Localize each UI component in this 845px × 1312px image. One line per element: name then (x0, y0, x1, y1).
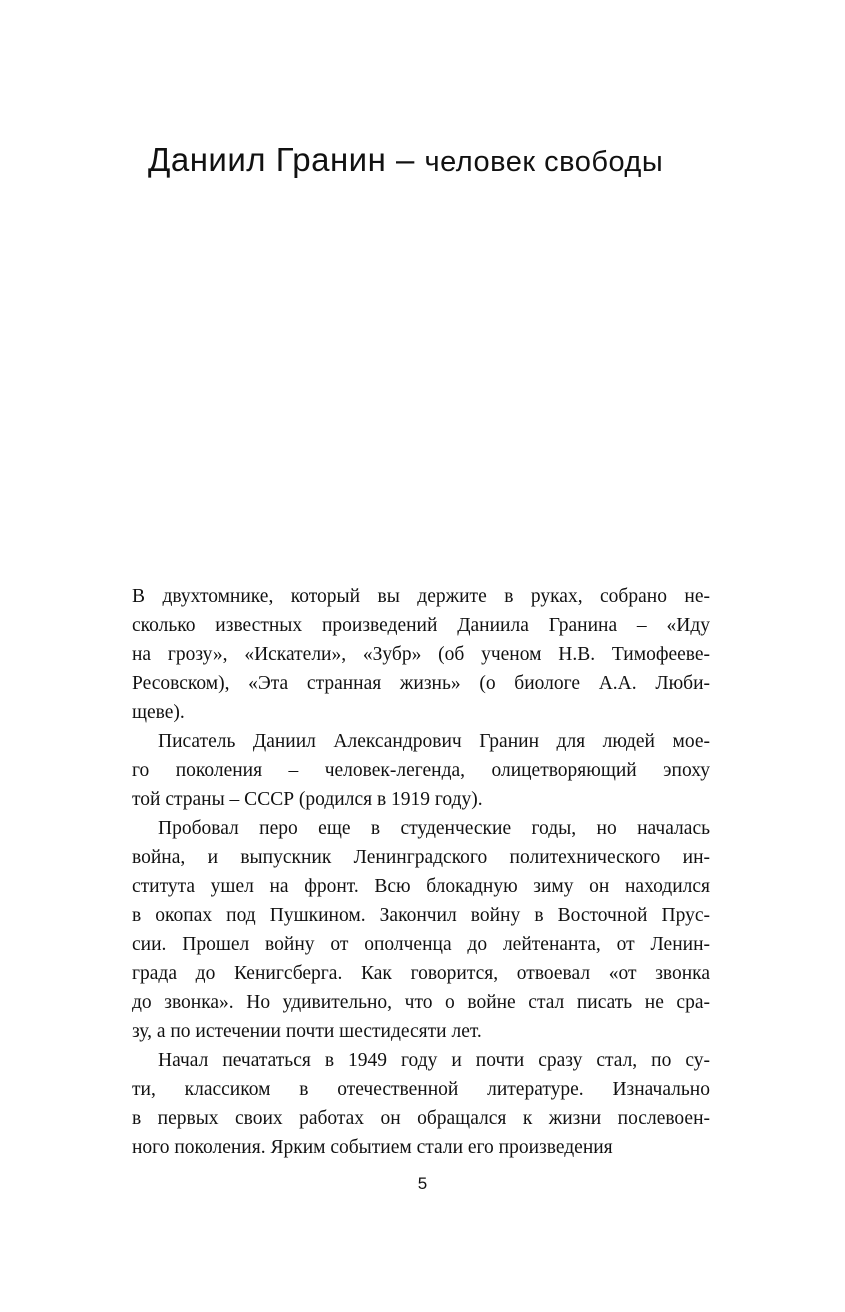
text-line: сколько известных произведений Даниила Гранина – «Иду (132, 615, 710, 636)
text-line: Пробовал перо еще в студенческие годы, но началась (158, 818, 710, 839)
text-line: Ресовском), «Эта странная жизнь» (о биологе А.А. Люби- (132, 673, 710, 694)
text-line: града до Кенигсберга. Как говорится, отвоевал «от звонка (132, 963, 710, 984)
chapter-title-subtitle: человек свободы (424, 146, 664, 178)
text-line: Писатель Даниил Александрович Гранин для людей мое- (158, 731, 710, 752)
text-line: ститута ушел на фронт. Всю блокадную зиму он находился (132, 876, 710, 897)
text-line: ти, классиком в отечественной литературе. Изначально (132, 1079, 710, 1100)
text-line: в первых своих работах он обращался к жизни послевоен- (132, 1108, 710, 1129)
text-line: щеве). (132, 702, 185, 723)
text-line: ного поколения. Ярким событием стали его произведения (132, 1137, 613, 1158)
text-line: зу, а по истечении почти шестидесяти лет. (132, 1021, 482, 1042)
body-text (132, 582, 710, 1162)
text-line: го поколения – человек-легенда, олицетворяющий эпоху (132, 760, 710, 781)
text-line: Начал печататься в 1949 году и почти сразу стал, по су- (158, 1050, 710, 1071)
paragraph (132, 814, 710, 1046)
chapter-title-name: Даниил Гранин – (148, 141, 425, 178)
paragraph (132, 1046, 710, 1162)
text-line: до звонка». Но удивительно, что о войне стал писать не сра- (132, 992, 710, 1013)
text-line: на грозу», «Искатели», «Зубр» (об ученом Н.В. Тимофееве- (132, 644, 710, 665)
text-line: той страны – СССР (родился в 1919 году). (132, 789, 483, 810)
text-line: война, и выпускник Ленинградского политехнического ин- (132, 847, 710, 868)
page-number: 5 (417, 1174, 428, 1193)
text-line: В двухтомнике, который вы держите в руках, собрано не- (132, 586, 710, 607)
paragraph (132, 727, 710, 814)
text-line: сии. Прошел войну от ополченца до лейтенанта, от Ленин- (132, 934, 710, 955)
text-line: в окопах под Пушкином. Закончил войну в Восточной Прус- (132, 905, 710, 926)
paragraph (132, 582, 710, 727)
chapter-title (148, 136, 788, 186)
